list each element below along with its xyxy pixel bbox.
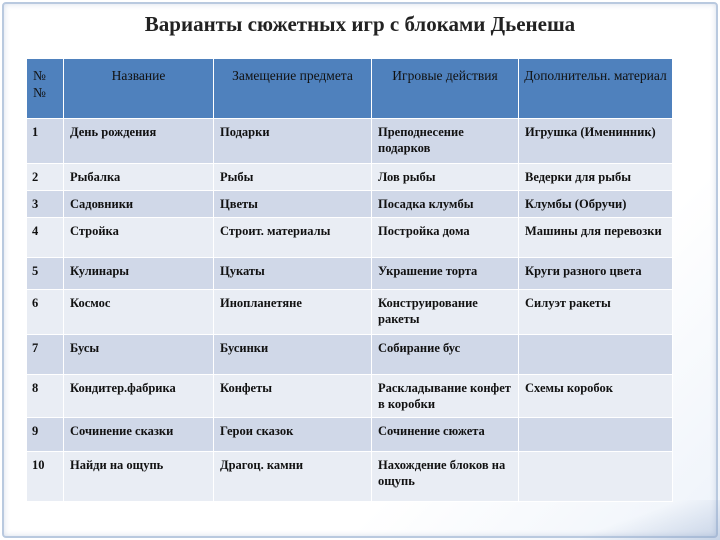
row-number: 10 bbox=[27, 452, 64, 502]
row-name: Найди на ощупь bbox=[64, 452, 214, 502]
row-number: 5 bbox=[27, 258, 64, 290]
row-name: День рождения bbox=[64, 119, 214, 164]
row-name: Кондитер.фабрика bbox=[64, 375, 214, 418]
games-table bbox=[26, 58, 673, 502]
row-actions: Преподнесение подарков bbox=[372, 119, 519, 164]
row-material: Силуэт ракеты bbox=[519, 290, 673, 335]
row-name: Кулинары bbox=[64, 258, 214, 290]
table-row bbox=[27, 452, 673, 502]
row-substitute: Цветы bbox=[214, 191, 372, 218]
slide-title: Варианты сюжетных игр с блоками Дьенеша bbox=[144, 12, 576, 36]
row-material: Ведерки для рыбы bbox=[519, 164, 673, 191]
row-name: Сочинение сказки bbox=[64, 418, 214, 452]
table-row bbox=[27, 258, 673, 290]
row-actions: Конструирование ракеты bbox=[372, 290, 519, 335]
row-actions: Постройка дома bbox=[372, 218, 519, 258]
header-number: № № bbox=[27, 59, 64, 119]
row-number: 9 bbox=[27, 418, 64, 452]
table-row bbox=[27, 119, 673, 164]
row-substitute: Подарки bbox=[214, 119, 372, 164]
row-material bbox=[519, 335, 673, 375]
row-number: 3 bbox=[27, 191, 64, 218]
row-actions: Собирание бус bbox=[372, 335, 519, 375]
row-number: 7 bbox=[27, 335, 64, 375]
row-name: Садовники bbox=[64, 191, 214, 218]
header-actions: Игровые действия bbox=[372, 59, 519, 119]
table-row bbox=[27, 218, 673, 258]
row-material: Игрушка (Именинник) bbox=[519, 119, 673, 164]
row-material bbox=[519, 452, 673, 502]
row-substitute: Конфеты bbox=[214, 375, 372, 418]
row-number: 8 bbox=[27, 375, 64, 418]
row-substitute: Драгоц. камни bbox=[214, 452, 372, 502]
row-name: Стройка bbox=[64, 218, 214, 258]
table-row bbox=[27, 191, 673, 218]
table-row bbox=[27, 164, 673, 191]
row-material: Круги разного цвета bbox=[519, 258, 673, 290]
row-name: Бусы bbox=[64, 335, 214, 375]
row-substitute: Герои сказок bbox=[214, 418, 372, 452]
row-actions: Нахождение блоков на ощупь bbox=[372, 452, 519, 502]
header-substitute: Замещение предмета bbox=[214, 59, 372, 119]
row-substitute: Инопланетяне bbox=[214, 290, 372, 335]
row-actions: Украшение торта bbox=[372, 258, 519, 290]
row-substitute: Рыбы bbox=[214, 164, 372, 191]
row-number: 1 bbox=[27, 119, 64, 164]
row-number: 6 bbox=[27, 290, 64, 335]
table-row bbox=[27, 290, 673, 335]
row-material bbox=[519, 418, 673, 452]
header-name: Название bbox=[64, 59, 214, 119]
table-header-row bbox=[27, 59, 673, 119]
table-row bbox=[27, 335, 673, 375]
table-row bbox=[27, 418, 673, 452]
row-name: Космос bbox=[64, 290, 214, 335]
row-actions: Лов рыбы bbox=[372, 164, 519, 191]
table-row bbox=[27, 375, 673, 418]
corner-shadow bbox=[580, 500, 720, 540]
row-substitute: Бусинки bbox=[214, 335, 372, 375]
row-material: Клумбы (Обручи) bbox=[519, 191, 673, 218]
row-number: 2 bbox=[27, 164, 64, 191]
row-number: 4 bbox=[27, 218, 64, 258]
row-actions: Сочинение сюжета bbox=[372, 418, 519, 452]
row-name: Рыбалка bbox=[64, 164, 214, 191]
row-substitute: Строит. материалы bbox=[214, 218, 372, 258]
row-material: Машины для перевозки bbox=[519, 218, 673, 258]
row-actions: Раскладывание конфет в коробки bbox=[372, 375, 519, 418]
row-substitute: Цукаты bbox=[214, 258, 372, 290]
header-material: Дополнительн. материал bbox=[519, 59, 673, 119]
row-material: Схемы коробок bbox=[519, 375, 673, 418]
row-actions: Посадка клумбы bbox=[372, 191, 519, 218]
